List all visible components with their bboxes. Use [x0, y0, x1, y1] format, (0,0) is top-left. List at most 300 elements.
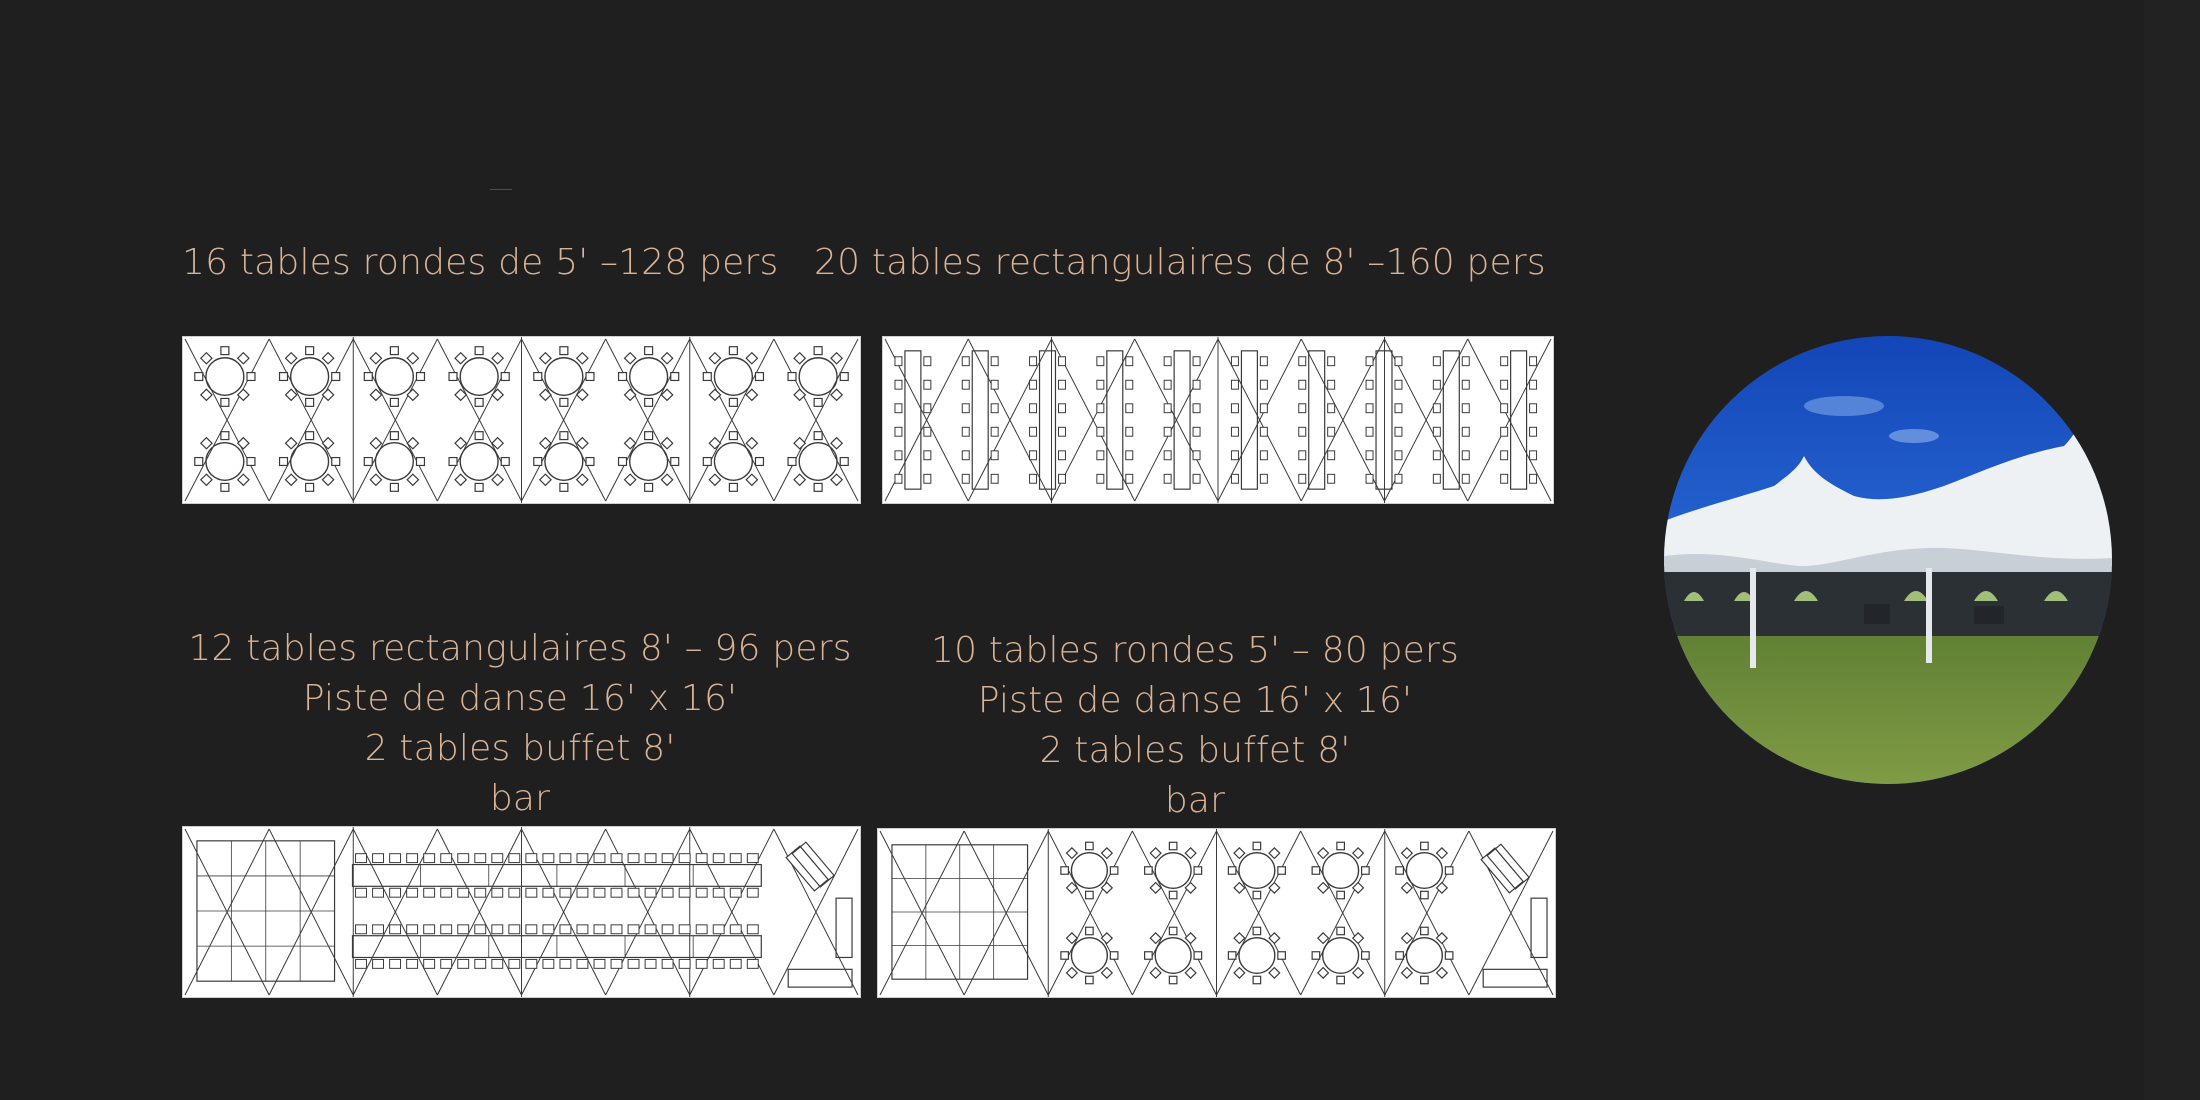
chair — [645, 483, 653, 491]
chair — [458, 925, 469, 934]
chair — [1501, 357, 1508, 366]
chair — [895, 380, 902, 389]
chair — [1395, 474, 1402, 483]
chair — [475, 888, 486, 897]
chair — [560, 959, 571, 968]
chair — [407, 474, 418, 485]
chair — [645, 959, 656, 968]
table-top — [1406, 938, 1442, 974]
chair — [560, 888, 571, 897]
chair — [475, 854, 486, 863]
chair — [280, 373, 288, 381]
chair — [1086, 842, 1094, 849]
chair — [1299, 404, 1306, 413]
chair — [221, 432, 229, 440]
chair — [1362, 952, 1370, 959]
chair — [831, 474, 842, 485]
chair — [201, 389, 212, 400]
table-top — [206, 443, 244, 481]
chair — [458, 959, 469, 968]
chair — [424, 888, 435, 897]
round-table — [1396, 927, 1453, 983]
chair — [247, 458, 255, 466]
table-top — [630, 443, 668, 481]
right-edge-strip — [2144, 0, 2200, 1100]
chair — [1150, 848, 1161, 859]
chair — [1097, 404, 1104, 413]
chair — [1058, 380, 1065, 389]
chair — [543, 959, 554, 968]
chair — [814, 432, 822, 440]
chair — [373, 888, 384, 897]
tent-photo-illustration — [1664, 336, 2112, 784]
chair — [962, 380, 969, 389]
chair — [1433, 427, 1440, 436]
chair — [1402, 968, 1413, 979]
chair — [625, 474, 636, 485]
chair — [1126, 357, 1133, 366]
chair — [1086, 976, 1094, 983]
chair — [1234, 968, 1245, 979]
chair — [1530, 451, 1537, 460]
chair — [696, 888, 707, 897]
chair — [1169, 927, 1177, 934]
chair — [895, 404, 902, 413]
chair — [814, 398, 822, 406]
rect-table — [905, 351, 921, 489]
chair — [1433, 404, 1440, 413]
chair — [962, 451, 969, 460]
chair — [286, 474, 297, 485]
chair — [1445, 867, 1453, 874]
chair — [625, 389, 636, 400]
chair — [1164, 357, 1171, 366]
chair — [1097, 357, 1104, 366]
chair — [475, 398, 483, 406]
chair — [238, 353, 249, 364]
rect-table — [1309, 351, 1325, 489]
chair — [747, 925, 758, 934]
chair — [1530, 427, 1537, 436]
table-top — [460, 443, 498, 481]
bar-counter — [788, 969, 852, 987]
chair — [356, 888, 367, 897]
chair — [356, 925, 367, 934]
caption-line: 12 tables rectangulaires 8' – 96 pers — [188, 628, 852, 669]
chair — [560, 483, 568, 491]
chair — [1102, 883, 1113, 894]
chair — [1366, 427, 1373, 436]
chair — [455, 438, 466, 449]
chair — [1193, 404, 1200, 413]
chair — [492, 959, 503, 968]
chair — [895, 451, 902, 460]
floor-plan-round-16 — [182, 336, 861, 504]
chair — [1462, 404, 1469, 413]
chair — [1102, 968, 1113, 979]
table-top — [206, 358, 244, 396]
chair — [449, 373, 457, 381]
chair — [1260, 451, 1267, 460]
chair — [407, 854, 418, 863]
rect-table — [1107, 351, 1123, 489]
chair — [390, 959, 401, 968]
chair — [492, 925, 503, 934]
chair — [1097, 451, 1104, 460]
chair — [1421, 976, 1429, 983]
chair — [1353, 848, 1364, 859]
chair — [201, 353, 212, 364]
chair — [962, 404, 969, 413]
table-top — [1071, 853, 1107, 889]
chair — [1328, 451, 1335, 460]
chair — [560, 854, 571, 863]
chair — [1193, 427, 1200, 436]
chair — [501, 373, 509, 381]
table-top — [545, 443, 583, 481]
chair — [577, 438, 588, 449]
chair — [238, 389, 249, 400]
chair — [1437, 848, 1448, 859]
chair — [586, 373, 594, 381]
chair — [475, 483, 483, 491]
chair — [713, 888, 724, 897]
round-table — [449, 347, 509, 407]
chair — [1337, 976, 1345, 983]
chair — [1058, 451, 1065, 460]
chair — [729, 398, 737, 406]
chair — [746, 389, 757, 400]
chair — [1097, 474, 1104, 483]
chair — [1501, 474, 1508, 483]
chair — [746, 438, 757, 449]
chair — [1366, 404, 1373, 413]
table-top — [375, 358, 413, 396]
chair — [1185, 883, 1196, 894]
chair — [1278, 952, 1286, 959]
chair — [709, 474, 720, 485]
round-table — [364, 347, 424, 407]
chair — [306, 432, 314, 440]
chair — [594, 925, 605, 934]
chair — [991, 474, 998, 483]
chair — [543, 888, 554, 897]
table-top — [1323, 938, 1359, 974]
chair — [1067, 968, 1078, 979]
chair — [895, 357, 902, 366]
chair — [962, 427, 969, 436]
caption-round-16 — [182, 238, 778, 288]
chair — [1395, 404, 1402, 413]
round-table — [788, 432, 848, 492]
chair — [1337, 927, 1345, 934]
chair — [1126, 380, 1133, 389]
chair — [475, 925, 486, 934]
chair — [286, 389, 297, 400]
chair — [628, 854, 639, 863]
chair — [1145, 867, 1153, 874]
chair — [509, 925, 520, 934]
chair — [195, 458, 203, 466]
round-table — [195, 432, 255, 492]
rect-table — [972, 351, 988, 489]
chair — [1110, 952, 1118, 959]
chair — [895, 427, 902, 436]
table-top — [1323, 853, 1359, 889]
chair — [540, 353, 551, 364]
chair — [1402, 848, 1413, 859]
chair — [756, 373, 764, 381]
chair — [840, 373, 848, 381]
chair — [788, 458, 796, 466]
chair — [492, 474, 503, 485]
chair — [390, 398, 398, 406]
chair — [1462, 357, 1469, 366]
chair — [924, 380, 931, 389]
chair — [509, 854, 520, 863]
chair — [645, 347, 653, 355]
chair — [370, 438, 381, 449]
chair — [501, 458, 509, 466]
chair — [645, 432, 653, 440]
chair — [577, 959, 588, 968]
chair — [332, 373, 340, 381]
chair — [1058, 404, 1065, 413]
chair — [1353, 883, 1364, 894]
chair — [729, 432, 737, 440]
table-top — [375, 443, 413, 481]
caption-line: bar — [489, 778, 551, 819]
chair — [991, 427, 998, 436]
chair — [1102, 933, 1113, 944]
round-table — [1061, 927, 1118, 983]
chair — [625, 353, 636, 364]
chair — [441, 959, 452, 968]
caption-line: Piste de danse 16' x 16' — [977, 680, 1413, 721]
round-table — [788, 347, 848, 407]
chair — [730, 925, 741, 934]
chair — [475, 432, 483, 440]
chair — [1501, 427, 1508, 436]
rect-table — [1511, 351, 1527, 489]
chair — [1193, 380, 1200, 389]
chair — [1269, 968, 1280, 979]
caption-line: 20 tables rectangulaires de 8' –160 pers — [814, 242, 1546, 283]
chair — [1061, 952, 1069, 959]
chair — [1421, 891, 1429, 898]
chair — [679, 959, 690, 968]
chair — [1231, 451, 1238, 460]
chair — [280, 458, 288, 466]
caption-line: 16 tables rondes de 5' –128 pers — [182, 242, 779, 283]
chair — [221, 483, 229, 491]
table-top — [545, 358, 583, 396]
rect-table — [1241, 351, 1257, 489]
chair — [895, 474, 902, 483]
round-table — [534, 347, 594, 407]
chair — [1260, 380, 1267, 389]
chair — [1278, 867, 1286, 874]
chair — [713, 925, 724, 934]
chair — [1312, 952, 1320, 959]
chair — [286, 438, 297, 449]
chair — [747, 888, 758, 897]
chair — [1231, 427, 1238, 436]
chair — [458, 854, 469, 863]
tent-photo — [1664, 336, 2112, 784]
chair — [364, 458, 372, 466]
chair — [645, 398, 653, 406]
chair — [1353, 968, 1364, 979]
chair — [628, 888, 639, 897]
chair — [322, 389, 333, 400]
chair — [991, 451, 998, 460]
chair — [713, 959, 724, 968]
chair — [1462, 427, 1469, 436]
chair — [417, 373, 425, 381]
chair — [991, 357, 998, 366]
chair — [1437, 968, 1448, 979]
chair — [619, 458, 627, 466]
caption-round-10-dance — [845, 626, 1545, 826]
chair — [407, 353, 418, 364]
chair — [662, 888, 673, 897]
chair — [1260, 404, 1267, 413]
chair — [1164, 451, 1171, 460]
chair — [370, 474, 381, 485]
chair — [543, 854, 554, 863]
chair — [1253, 976, 1261, 983]
chair — [1145, 952, 1153, 959]
chair — [696, 854, 707, 863]
chair — [924, 474, 931, 483]
chair — [924, 404, 931, 413]
chair — [756, 458, 764, 466]
chair — [1421, 842, 1429, 849]
chair — [794, 438, 805, 449]
chair — [1366, 357, 1373, 366]
chair — [794, 353, 805, 364]
chair — [1234, 883, 1245, 894]
chair — [390, 483, 398, 491]
chair — [924, 451, 931, 460]
chair — [1234, 848, 1245, 859]
chair — [1362, 867, 1370, 874]
chair — [560, 347, 568, 355]
chair — [1269, 883, 1280, 894]
chair — [1353, 933, 1364, 944]
chair — [390, 432, 398, 440]
chair — [703, 458, 711, 466]
chair — [1234, 933, 1245, 944]
chair — [306, 347, 314, 355]
table-top — [460, 358, 498, 396]
chair — [373, 854, 384, 863]
chair — [1150, 968, 1161, 979]
chair — [831, 438, 842, 449]
chair — [1530, 474, 1537, 483]
chair — [1061, 867, 1069, 874]
chair — [424, 959, 435, 968]
chair — [1501, 404, 1508, 413]
chair — [696, 959, 707, 968]
chair — [1126, 427, 1133, 436]
chair — [1126, 474, 1133, 483]
chair — [364, 373, 372, 381]
chair — [1030, 451, 1037, 460]
chair — [1366, 474, 1373, 483]
chair — [1058, 357, 1065, 366]
chair — [1164, 380, 1171, 389]
caption-line: Piste de danse 16' x 16' — [302, 678, 738, 719]
chair — [1530, 357, 1537, 366]
chair — [238, 474, 249, 485]
chair — [709, 353, 720, 364]
chair — [1194, 952, 1202, 959]
table-top — [799, 443, 837, 481]
chair — [1097, 427, 1104, 436]
table-top — [291, 358, 329, 396]
chair — [322, 474, 333, 485]
chair — [679, 854, 690, 863]
chair — [1194, 867, 1202, 874]
chair — [475, 347, 483, 355]
table-top — [291, 443, 329, 481]
chair — [1328, 357, 1335, 366]
chair — [247, 373, 255, 381]
chair — [794, 474, 805, 485]
chair — [831, 353, 842, 364]
bar-counter — [1483, 969, 1547, 987]
chair — [1366, 451, 1373, 460]
chair — [221, 347, 229, 355]
chair — [526, 959, 537, 968]
chair — [306, 398, 314, 406]
chair — [449, 458, 457, 466]
chair — [1299, 380, 1306, 389]
caption-line: 2 tables buffet 8' — [1039, 730, 1351, 771]
chair — [286, 353, 297, 364]
chair — [455, 474, 466, 485]
chair — [424, 854, 435, 863]
chair — [679, 888, 690, 897]
chair — [1433, 357, 1440, 366]
table-top — [630, 358, 668, 396]
chair — [1260, 474, 1267, 483]
chair — [645, 925, 656, 934]
decorative-dash — [490, 189, 512, 190]
chair — [679, 925, 690, 934]
chair — [407, 959, 418, 968]
chair — [1030, 404, 1037, 413]
chair — [373, 925, 384, 934]
chair — [373, 959, 384, 968]
chair — [1299, 474, 1306, 483]
chair — [1501, 380, 1508, 389]
chair — [370, 353, 381, 364]
chair — [1058, 474, 1065, 483]
chair — [730, 888, 741, 897]
chair — [662, 925, 673, 934]
chair — [662, 959, 673, 968]
chair — [1501, 451, 1508, 460]
chair — [1395, 427, 1402, 436]
chair — [1260, 427, 1267, 436]
chair — [1328, 404, 1335, 413]
chair — [1086, 891, 1094, 898]
chair — [991, 404, 998, 413]
chair — [1253, 891, 1261, 898]
